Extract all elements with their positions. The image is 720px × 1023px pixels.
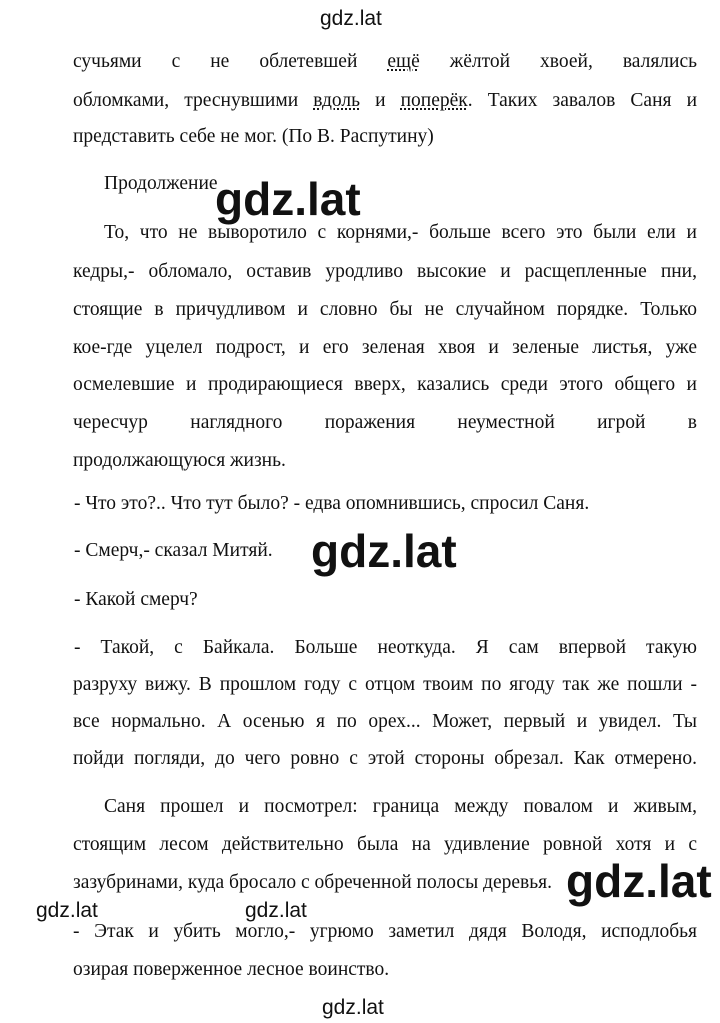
dialogue-line-2: - Смерч,- сказал Митяй. [74,540,273,561]
watermark-small-left: gdz.lat [36,899,98,922]
underlined-word: поперёк [400,90,468,111]
paragraph-1-line-1: То, что не выворотило с корнями,- больше всего это были ели и [104,222,697,243]
watermark-small-mid: gdz.lat [245,899,307,922]
paragraph-2-line-4: пойди погляди, до чего ровно с этой стороны обрезал. Как отмерено. [73,748,697,769]
watermark-big-1: gdz.lat [215,173,361,225]
text-line-2 [73,91,697,111]
text-line-1 [73,52,697,72]
underlined-word: вдоль [313,90,360,111]
paragraph-1-line-3: стоящие в причудливом и словно бы не случайном порядке. Только [73,299,697,320]
dialogue-line-1: - Что это?.. Что тут было? - едва опомнившись, спросил Саня. [74,493,590,514]
paragraph-3-line-3: зазубринами, куда бросало с обреченной полосы деревья. [73,872,552,893]
paragraph-1-line-6: чересчур наглядного поражения неуместной игрой в [73,412,697,433]
text-segment: обломками, треснувшими [73,90,314,111]
text-segment: и [359,90,401,111]
dialogue-line-3: - Какой смерч? [74,589,198,610]
paragraph-2-line-2: разруху вижу. В прошлом году с отцом твоим по ягоду так же пошли - [73,674,697,695]
paragraph-1-line-5: осмелевшие и продирающиеся вверх, казались среди этого общего и [73,374,697,395]
paragraph-3-line-2: стоящим лесом действительно была на удивление ровной хотя и с [73,834,697,855]
paragraph-1-line-7: продолжающуюся жизнь. [73,450,286,471]
paragraph-4-line-1: - Этак и убить могло,- угрюмо заметил дядя Володя, исподлобья [73,921,697,942]
paragraph-2-line-3: все нормально. А осенью я по орех... Может, первый и увидел. Ты [73,711,697,732]
paragraph-2-line-1: - Такой, с Байкала. Больше неоткуда. Я сам впервой такую [74,637,697,658]
section-heading: Продолжение [104,173,218,194]
watermark-top: gdz.lat [320,7,382,30]
text-segment: сучьями с не облетевшей [73,51,388,72]
paragraph-4-line-2: озирая поверженное лесное воинство. [73,959,390,980]
text-segment: жёлтой хвоей, валялись [419,51,698,72]
watermark-big-3: gdz.lat [566,855,712,907]
text-segment: . Таких завалов Саня и [467,90,698,111]
underlined-word: ещё [387,51,420,72]
paragraph-1-line-4: кое-где уцелел подрост, и его зеленая хвоя и зеленые листья, уже [73,337,697,358]
text-line-3: представить себе не мог. (По В. Распутину) [73,126,434,147]
paragraph-1-line-2: кедры,- обломало, оставив уродливо высокие и расщепленные пни, [73,261,697,282]
watermark-big-2: gdz.lat [311,525,457,577]
paragraph-3-line-1: Саня прошел и посмотрел: граница между повалом и живым, [104,796,697,817]
watermark-bottom: gdz.lat [322,996,384,1019]
